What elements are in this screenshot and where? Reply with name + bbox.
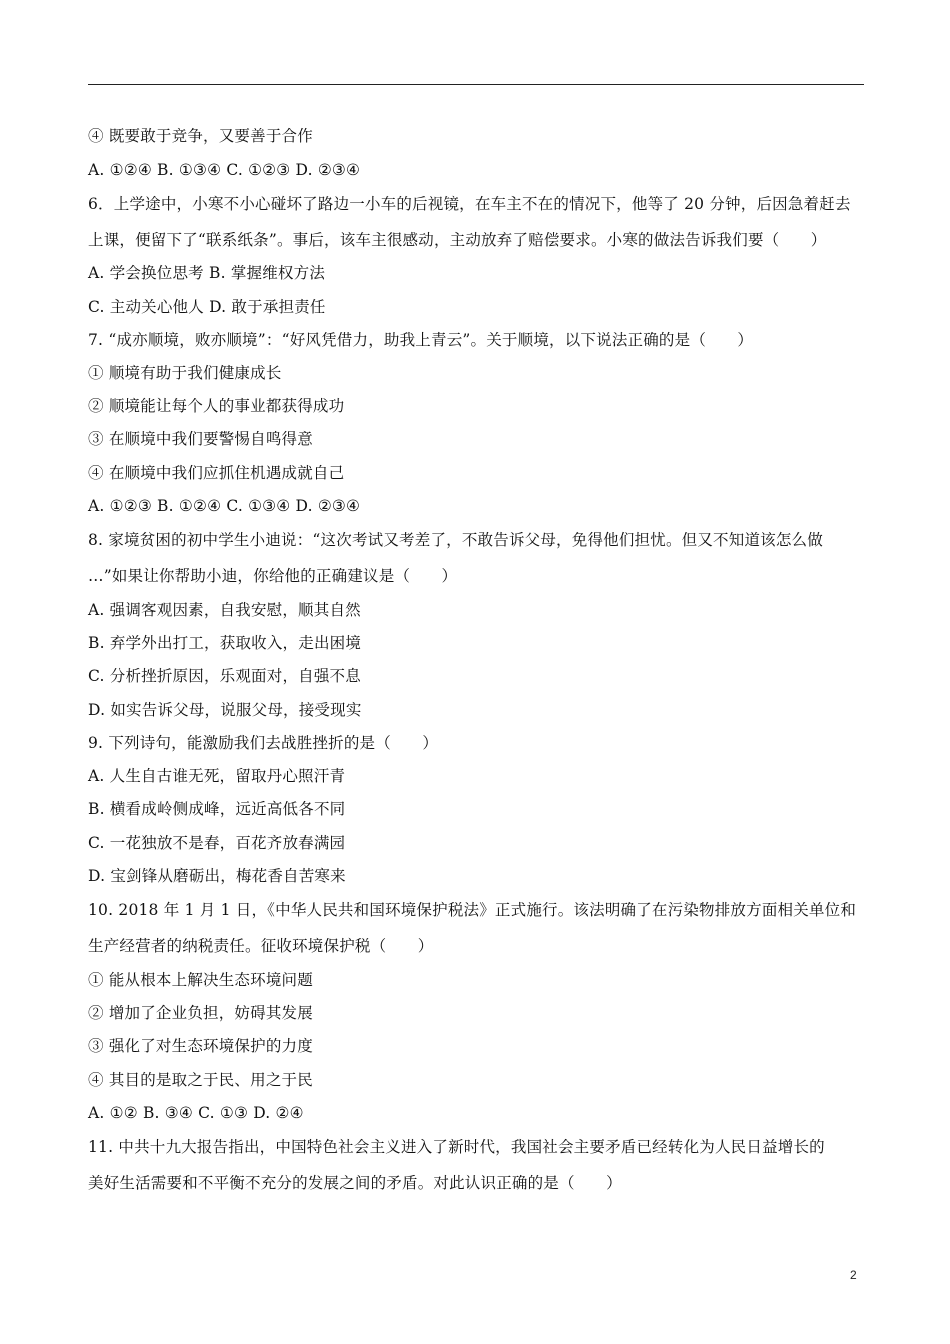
text-line: ③ 在顺境中我们要警惕自鸣得意 <box>88 430 313 448</box>
text-line: 生产经营者的纳税责任。征收环境保护税（ ） <box>88 937 434 955</box>
text-line: A. 强调客观因素，自我安慰，顺其自然 <box>88 601 361 619</box>
text-line: C. 主动关心他人 D. 敢于承担责任 <box>88 298 326 316</box>
text-line: 11. 中共十九大报告指出，中国特色社会主义进入了新时代，我国社会主要矛盾已经转化为人民日益增长的 <box>88 1138 825 1156</box>
text-line: A. 学会换位思考 B. 掌握维权方法 <box>88 264 326 282</box>
text-line: C. 一花独放不是春，百花齐放春满园 <box>88 834 346 852</box>
text-line: ① 能从根本上解决生态环境问题 <box>88 971 313 989</box>
text-line: A. ①②④ B. ①③④ C. ①②③ D. ②③④ <box>88 161 361 179</box>
text-line: 9. 下列诗句，能激励我们去战胜挫折的是（ ） <box>88 734 439 752</box>
text-line: 8. 家境贫困的初中学生小迪说：“这次考试又考差了，不敢告诉父母，免得他们担忧。但又不知道该怎么做 <box>88 531 823 549</box>
text-line: B. 横看成岭侧成峰，远近高低各不同 <box>88 800 346 818</box>
text-line: A. ①②③ B. ①②④ C. ①③④ D. ②③④ <box>88 497 361 515</box>
text-line: ③ 强化了对生态环境保护的力度 <box>88 1037 313 1055</box>
text-line: ② 顺境能让每个人的事业都获得成功 <box>88 397 345 415</box>
text-line: ② 增加了企业负担，妨碍其发展 <box>88 1004 313 1022</box>
text-line: ④ 其目的是取之于民、用之于民 <box>88 1071 313 1089</box>
text-line: 上课，便留下了“联系纸条”。事后，该车主很感动，主动放弃了赔偿要求。小寒的做法告诉我们要（ ） <box>88 231 827 249</box>
text-line: 7. “成亦顺境，败亦顺境”：“好风凭借力，助我上青云”。关于顺境，以下说法正确的是（ ） <box>88 331 754 349</box>
text-line: B. 弃学外出打工，获取收入，走出困境 <box>88 634 362 652</box>
text-line: ④ 在顺境中我们应抓住机遇成就自己 <box>88 464 345 482</box>
text-line: D. 宝剑锋从磨砺出，梅花香自苦寒来 <box>88 867 346 885</box>
text-line: ④ 既要敢于竞争，又要善于合作 <box>88 127 313 145</box>
header-rule <box>88 84 864 85</box>
text-line: C. 分析挫折原因，乐观面对，自强不息 <box>88 667 361 685</box>
text-line: 10. 2018 年 1 月 1 日，《中华人民共和国环境保护税法》正式施行。该法明确了在污染物排放方面相关单位和 <box>88 901 857 919</box>
text-line: 6．上学途中，小寒不小心碰坏了路边一小车的后视镜，在车主不在的情况下，他等了 20 分钟，后因急着赶去 <box>88 195 851 213</box>
text-line: A. 人生自古谁无死，留取丹心照汗青 <box>88 767 346 785</box>
text-line: …”如果让你帮助小迪，你给他的正确建议是（ ） <box>88 567 458 585</box>
text-line: 美好生活需要和不平衡不充分的发展之间的矛盾。对此认识正确的是（ ） <box>88 1174 622 1192</box>
text-line: ① 顺境有助于我们健康成长 <box>88 364 282 382</box>
text-line: A. ①② B. ③④ C. ①③ D. ②④ <box>88 1104 304 1122</box>
page-number: 2 <box>850 1268 857 1282</box>
text-line: D. 如实告诉父母，说服父母，接受现实 <box>88 701 362 719</box>
